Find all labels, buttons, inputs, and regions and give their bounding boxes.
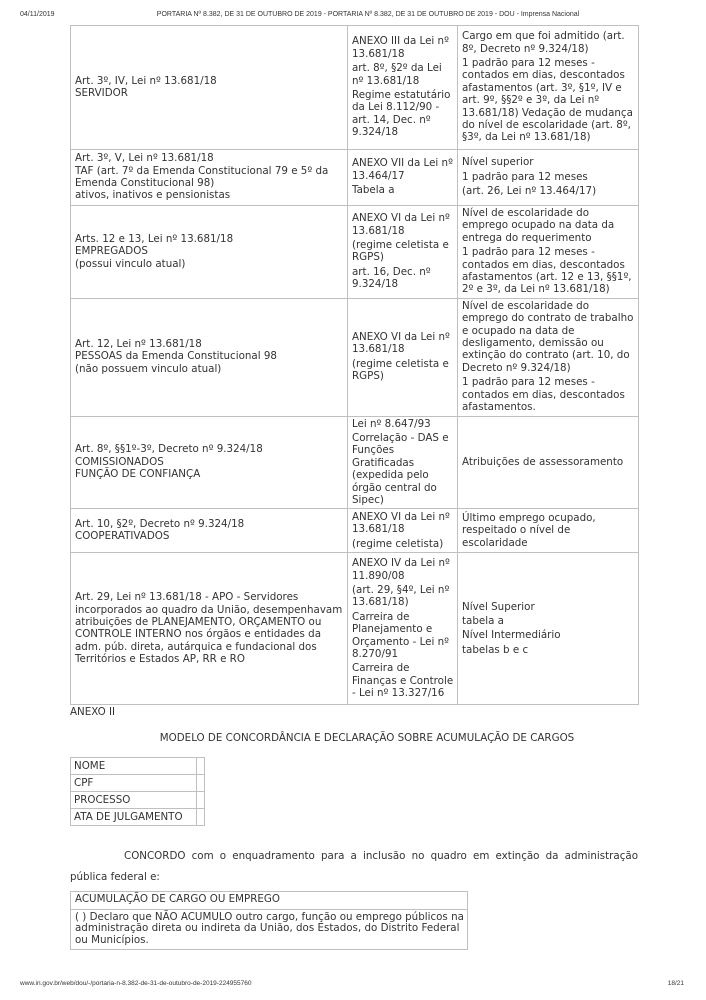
cell-line: Art. 8º, §§1º-3º, Decreto nº 9.324/18 bbox=[75, 443, 263, 456]
field-value[interactable] bbox=[197, 775, 205, 792]
cell-line: (possui vinculo atual) bbox=[75, 257, 186, 270]
field-label: CPF bbox=[71, 775, 197, 792]
table-row bbox=[71, 298, 639, 416]
cell-line: art. 16, Dec. nº 9.324/18 bbox=[352, 265, 431, 291]
field-value[interactable] bbox=[197, 792, 205, 809]
cell-line: SERVIDOR bbox=[75, 87, 128, 99]
cell-line: Art. 3º, V, Lei nº 13.681/18 bbox=[75, 152, 214, 165]
cell-line: (art. 29, §4º, Lei nº 13.681/18) bbox=[352, 583, 450, 609]
criteria-cell bbox=[458, 150, 639, 206]
cell-line: ANEXO VI da Lei nº 13.681/18 bbox=[352, 510, 450, 536]
cell-line: (regime celetista e RGPS) bbox=[352, 239, 449, 264]
anexo-ii-label: ANEXO II bbox=[70, 706, 116, 718]
cell-line: Art. 3º, IV, Lei nº 13.681/18 bbox=[75, 74, 217, 87]
cell-line: Cargo em que foi admitido (art. 8º, Decreto nº 9.324/18) bbox=[462, 30, 625, 55]
criteria-cell bbox=[458, 553, 639, 705]
remuneration-table-cell bbox=[348, 553, 458, 705]
field-row bbox=[71, 792, 205, 809]
field-row bbox=[71, 809, 205, 826]
field-row bbox=[71, 758, 205, 775]
cell-line: Nível Intermediário bbox=[462, 629, 561, 642]
cell-line: Carreira de Finanças e Controle - Lei nº 13.327/16 bbox=[352, 662, 454, 700]
table-row bbox=[71, 206, 639, 299]
criteria-cell bbox=[458, 26, 639, 150]
remuneration-table-cell bbox=[348, 509, 458, 553]
identification-table bbox=[70, 757, 205, 826]
legal-basis-cell bbox=[71, 150, 348, 206]
cell-line: (art. 26, Lei nº 13.464/17) bbox=[462, 185, 597, 198]
cell-line: (não possuem vinculo atual) bbox=[75, 362, 222, 375]
cell-line: ANEXO VI da Lei nº 13.681/18 bbox=[352, 330, 450, 356]
cell-line: Atribuições de assessoramento bbox=[462, 455, 624, 468]
cell-line: Correlação - DAS e Funções Gratificadas (expedida pelo órgão central do Sipec) bbox=[352, 431, 449, 506]
concordo-paragraph bbox=[70, 846, 638, 888]
table-row bbox=[71, 416, 639, 509]
cell-line: 1 padrão para 12 meses - contados em dias, descontados afastamentos. bbox=[462, 376, 625, 414]
field-label: ATA DE JULGAMENTO bbox=[71, 809, 197, 826]
cell-line: Nível de escolaridade do emprego ocupado na data da entrega do requerimento bbox=[462, 207, 615, 244]
cell-line: Art. 12, Lei nº 13.681/18 bbox=[75, 338, 202, 351]
cell-line: COOPERATIVADOS bbox=[75, 530, 170, 543]
cell-line: ANEXO VII da Lei nº 13.464/17 bbox=[352, 157, 453, 182]
cell-line: tabela a bbox=[462, 614, 504, 627]
legal-basis-cell bbox=[71, 416, 348, 509]
cell-line: TAF (art. 7º da Emenda Constitucional 79 e 5º da Emenda Constitucional 98) bbox=[75, 164, 329, 189]
cell-line: Art. 10, §2º, Decreto nº 9.324/18 bbox=[75, 517, 245, 530]
page-header bbox=[0, 11, 706, 23]
remuneration-table-cell bbox=[348, 206, 458, 299]
remuneration-table-cell bbox=[348, 298, 458, 416]
page-footer bbox=[0, 980, 706, 992]
cell-line: COMISSIONADOS bbox=[75, 455, 164, 468]
cell-line: (regime celetista) bbox=[352, 537, 444, 550]
cell-line: Nível Superior bbox=[462, 600, 535, 613]
cell-line: Nível superior bbox=[462, 156, 534, 169]
cell-line: Tabela a bbox=[352, 184, 395, 197]
cell-line: (regime celetista e RGPS) bbox=[352, 357, 449, 383]
criteria-cell bbox=[458, 206, 639, 299]
cell-line: Carreira de Planejamento e Orçamento - Lei nº 8.270/91 bbox=[352, 610, 449, 660]
field-value[interactable] bbox=[197, 758, 205, 775]
concordo-text: CONCORDO com o enquadramento para a inclusão no quadro em extinção da administração pública federal e: bbox=[70, 850, 638, 883]
cell-line: 1 padrão para 12 meses - contados em dias, descontados afastamentos (art. 3º, §1º, IV e art. 9º, §§2º e 3º, da Lei nº 13.681/18) Vedação de mudança do nível de escolaridade (art. 8º, §3º, da Lei nº 13.681/18) bbox=[462, 56, 633, 144]
criteria-cell bbox=[458, 298, 639, 416]
cell-line: Lei nº 8.647/93 bbox=[352, 417, 431, 430]
field-row bbox=[71, 775, 205, 792]
anexo-ii-title: MODELO DE CONCORDÂNCIA E DECLARAÇÃO SOBRE ACUMULAÇÃO DE CARGOS bbox=[159, 732, 575, 744]
table-row bbox=[71, 509, 639, 553]
field-label: PROCESSO bbox=[71, 792, 197, 809]
legal-basis-cell bbox=[71, 26, 348, 150]
field-value[interactable] bbox=[197, 809, 205, 826]
legal-basis-cell bbox=[71, 553, 348, 705]
cell-line: ativos, inativos e pensionistas bbox=[75, 189, 231, 202]
cell-line: 1 padrão para 12 meses - contados em dias, descontados afastamentos (art. 12 e 13, §§1º, 2º e 3º, da Lei nº 13.681/18) bbox=[462, 246, 632, 296]
table-row bbox=[71, 26, 639, 150]
criteria-cell bbox=[458, 509, 639, 553]
remuneration-table-cell bbox=[348, 416, 458, 509]
page-url[interactable]: www.in.gov.br/web/dou/-/portaria-n-8.382-de-31-de-outubro-de-2019-224955760 bbox=[20, 980, 252, 987]
page-number: 18/21 bbox=[667, 980, 684, 987]
legal-basis-cell bbox=[71, 298, 348, 416]
acumulacao-header-row bbox=[71, 892, 468, 910]
enquadramento-table bbox=[70, 25, 639, 705]
remuneration-table-cell bbox=[348, 150, 458, 206]
field-label: NOME bbox=[71, 758, 197, 775]
acumulacao-table bbox=[70, 891, 468, 950]
print-date: 04/11/2019 bbox=[20, 11, 55, 18]
criteria-cell bbox=[458, 416, 639, 509]
cell-line: Arts. 12 e 13, Lei nº 13.681/18 bbox=[75, 232, 234, 245]
legal-basis-cell bbox=[71, 206, 348, 299]
cell-line: ANEXO IV da Lei nº 11.890/08 bbox=[352, 557, 450, 582]
cell-line: tabelas b e c bbox=[462, 643, 529, 656]
print-title: PORTARIA Nº 8.382, DE 31 DE OUTUBRO DE 2019 - PORTARIA Nº 8.382, DE 31 DE OUTUBRO DE 2019 - DOU - Imprensa Nacional bbox=[156, 11, 580, 18]
cell-line: art. 8º, §2º da Lei nº 13.681/18 bbox=[352, 62, 442, 87]
cell-line: 1 padrão para 12 meses bbox=[462, 170, 588, 183]
cell-line: ANEXO VI da Lei nº 13.681/18 bbox=[352, 212, 450, 237]
cell-line: Art. 29, Lei nº 13.681/18 - APO - Servidores incorporados ao quadro da União, desempenhavam atribuições de PLANEJAMENTO, ORÇAMENTO ou CONTROLE INTERNO nos órgãos e entidades da adm. púb. direta, autárquica e fundacional dos Territórios e Estados AP, RR e RO bbox=[75, 591, 343, 666]
cell-line: Regime estatutário da Lei 8.112/90 - art. 14, Dec. nº 9.324/18 bbox=[352, 89, 451, 139]
acumulacao-option[interactable]: ( ) Declaro que NÃO ACUMULO outro cargo, função ou emprego públicos na administração direta ou indireta da União, dos Estados, do Distrito Federal ou Municípios. bbox=[71, 909, 468, 950]
cell-line: ANEXO III da Lei nº 13.681/18 bbox=[352, 35, 449, 60]
legal-basis-cell bbox=[71, 509, 348, 553]
table-row bbox=[71, 553, 639, 705]
cell-line: FUNÇÃO DE CONFIANÇA bbox=[75, 468, 201, 481]
cell-line: PESSOAS da Emenda Constitucional 98 bbox=[75, 350, 277, 363]
acumulacao-option-row bbox=[71, 909, 468, 950]
table-row bbox=[71, 150, 639, 206]
cell-line: Último emprego ocupado, respeitado o nível de escolaridade bbox=[462, 511, 596, 549]
cell-line: Nível de escolaridade do emprego do contrato de trabalho e ocupado na data de desligamento, demissão ou extinção do contrato (art. 10, do Decreto nº 9.324/18) bbox=[462, 299, 634, 374]
acumulacao-header: ACUMULAÇÃO DE CARGO OU EMPREGO bbox=[71, 892, 468, 910]
cell-line: EMPREGADOS bbox=[75, 245, 148, 258]
remuneration-table-cell bbox=[348, 26, 458, 150]
